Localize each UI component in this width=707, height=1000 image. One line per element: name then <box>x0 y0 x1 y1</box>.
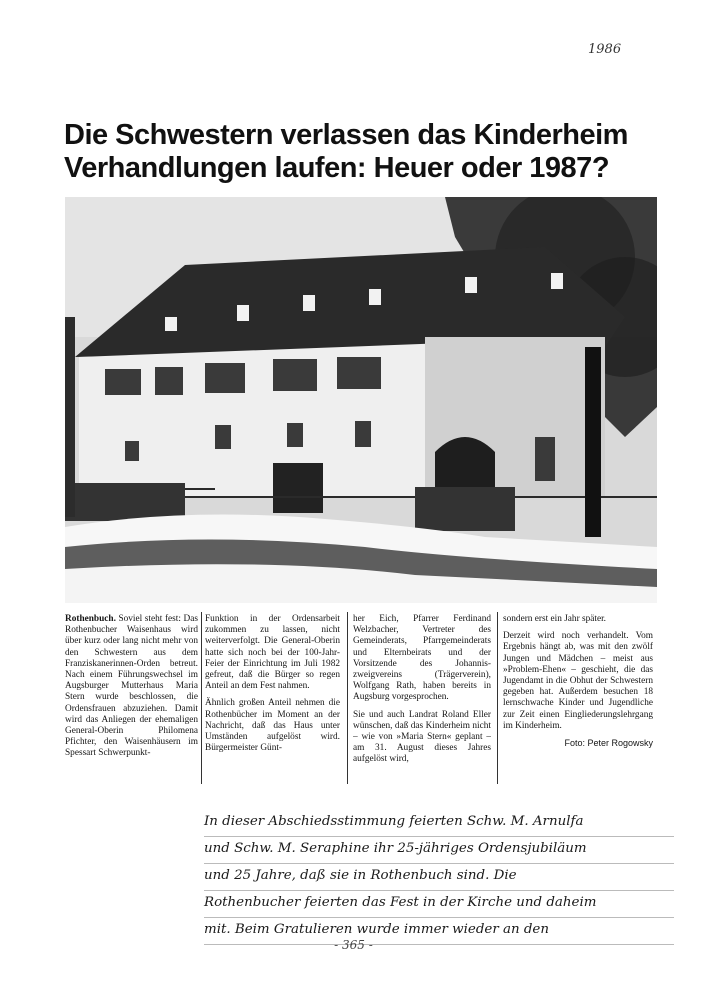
article-column-4 <box>503 614 653 786</box>
column-3-paragraph-1: her Eich, Pfarrer Ferdinand Welzbacher, Vertreter des Gemeinderats, Pfarrgemeinderats und Elternbeirats und der Vorsitzende des Johannis-zweigvereins (Trägerverein), Wolfgang Rath, haben bereits in Augsburg vorgesprochen. <box>353 614 491 703</box>
headline-line-1: Die Schwestern verlassen das Kinderheim <box>64 119 628 151</box>
handwritten-line-5: mit. Beim Gratulieren wurde immer wieder an den <box>204 920 674 945</box>
dateline: Rothenbuch. <box>65 614 116 624</box>
column-divider <box>347 612 348 784</box>
article-column-1 <box>65 614 198 786</box>
column-divider <box>497 612 498 784</box>
article-photo-children-home <box>65 197 657 603</box>
headline-line-2: Verhandlungen laufen: Heuer oder 1987? <box>64 152 610 184</box>
article-column-3 <box>353 614 491 786</box>
handwritten-note <box>204 812 674 947</box>
column-4-paragraph-1: sondern erst ein Jahr später. <box>503 614 607 624</box>
column-2-paragraph-1: Funktion in der Ordensarbeit zukommen zu lassen, nicht weiterverfolgt. Die General-Oberin hatte sich noch bei der 100-Jahr-Feier der Einrichtung im Juli 1982 gefreut, daß die Bürger so regen Anteil an dem Fest nahmen. <box>205 614 340 692</box>
column-1-text: Soviel steht fest: Das Rothenbucher Waisenhaus wird über kurz oder lang nicht mehr von den Schwestern aus dem Franziskanerinnen-Orden betreut. Nach einem Führungswechsel im Augsburger Mutterhaus Maria Stern wurde beschlossen, die Ordensfrauen abzuziehen. Damit wird das Anliegen der ehemaligen General-Oberin Philomena Pfichter, den Waisenhäusern im Spessart Schwerpunkt- <box>65 614 198 759</box>
handwritten-line-3: und 25 Jahre, daß sie in Rothenbuch sind. Die <box>204 866 674 891</box>
article-text <box>65 606 657 786</box>
handwritten-line-4: Rothenbucher feierten das Fest in der Kirche und daheim <box>204 893 674 918</box>
handwritten-line-1: In dieser Abschiedsstimmung feierten Schw. M. Arnulfa <box>204 812 674 837</box>
column-3-paragraph-2: Sie und auch Landrat Roland Eller wünschen, daß das Kinderheim nicht – wie von »Maria Stern« geplant – am 31. August dieses Jahres aufgelöst wird, <box>353 709 491 765</box>
article-headline <box>64 119 656 185</box>
year-note: 1986 <box>588 42 622 57</box>
handwritten-line-2: und Schw. M. Seraphine ihr 25-jähriges Ordensjubiläum <box>204 839 674 864</box>
column-4-paragraph-2: Derzeit wird noch verhandelt. Vom Ergebnis hängt ab, was mit den zwölf Jungen und Mädchen – meist aus »Problem-Ehen« – geschieht, die das Jugendamt in die Obhut der Schwestern gegeben hat. Außerdem besuchen 18 lernschwache Kinder und Jugendliche zur Zeit einen Eingliederungslehrgang im Kinderheim. <box>503 631 653 731</box>
page-number: - 365 - <box>334 938 373 952</box>
column-divider <box>201 612 202 784</box>
article-column-2 <box>205 614 340 786</box>
column-2-paragraph-2: Ähnlich großen Anteil nehmen die Rothenbücher im Moment an der Nachricht, daß das Haus unter Umständen aufgelöst wird. Bürgermeister Günt- <box>205 698 340 754</box>
photo-credit: Foto: Peter Rogowsky <box>564 738 653 749</box>
